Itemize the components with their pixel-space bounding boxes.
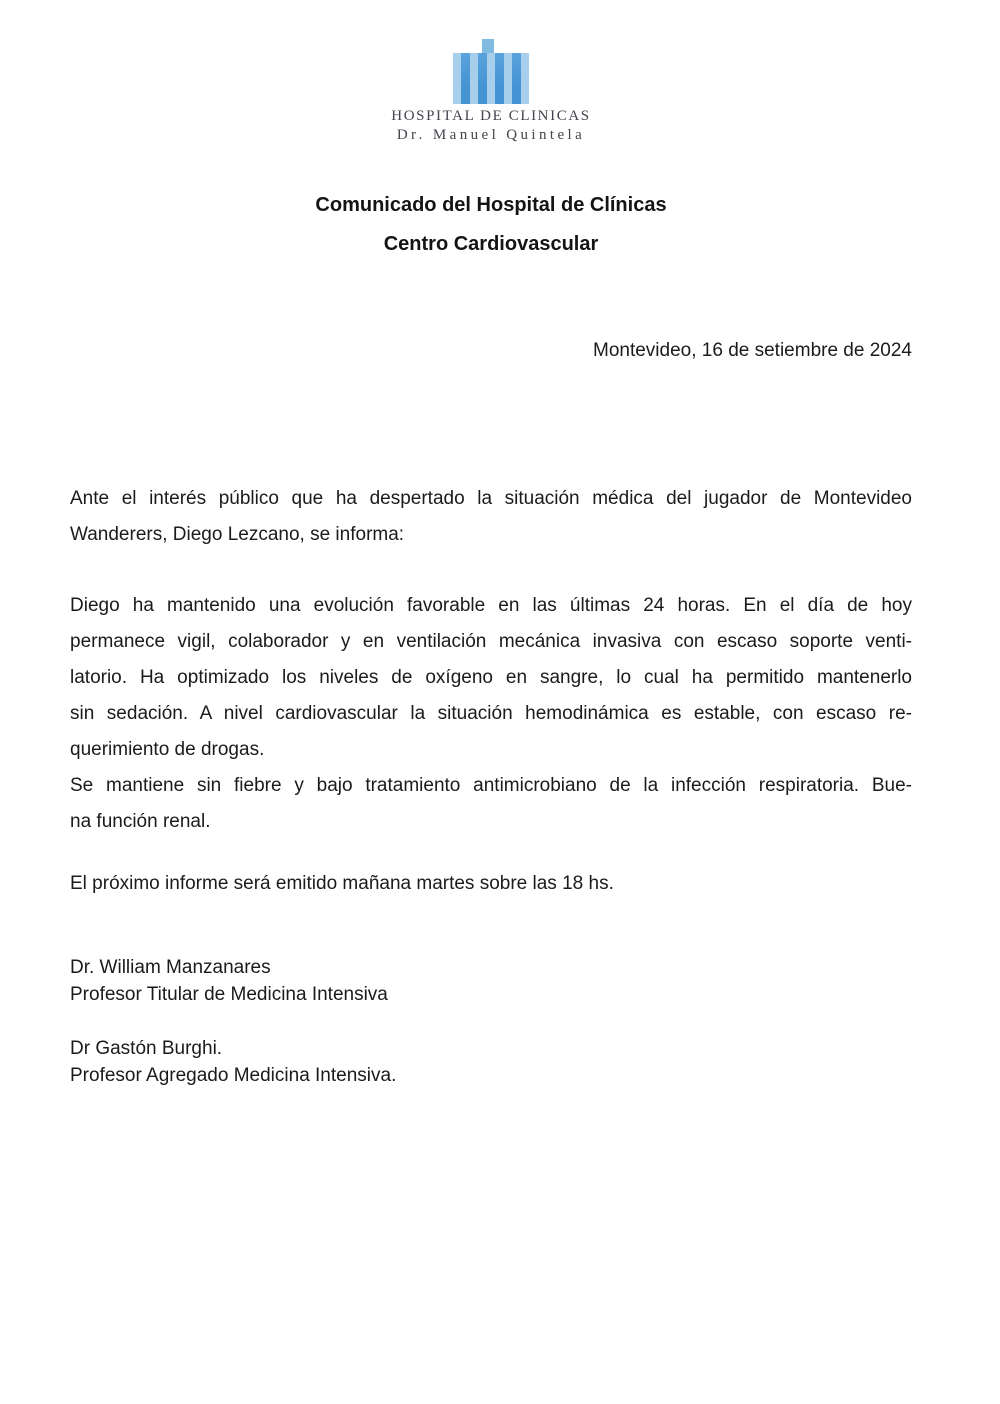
signature-block (70, 1035, 912, 1089)
logo-stripe (461, 53, 469, 104)
paragraph-intro (70, 481, 912, 553)
title-line-2: Centro Cardiovascular (383, 233, 599, 255)
logo-stripe (470, 53, 478, 104)
hospital-logo (70, 0, 912, 104)
logo-stripe (504, 53, 512, 104)
signatory-name: Dr Gastón Burghi. (70, 1038, 223, 1059)
body-line: sin sedación. A nivel cardiovascular la situación hemodinámica es estable, con escaso re- (70, 703, 912, 724)
logo-hospital-name: HOSPITAL DE CLINICAS (391, 108, 591, 124)
signatory-title: Profesor Titular de Medicina Intensiva (70, 984, 388, 1005)
logo-stripe (487, 53, 495, 104)
body-line: na función renal. (70, 811, 211, 832)
logo-doctor-name: Dr. Manuel Quintela (396, 127, 586, 143)
logo-tab-shape (482, 39, 494, 53)
paragraph-evolution (70, 588, 912, 768)
paragraph-fever (70, 768, 912, 840)
body-line: permanece vigil, colaborador y en ventilación mecánica invasiva con escaso soporte venti- (70, 631, 912, 652)
body-line: Diego ha mantenido una evolución favorable en las últimas 24 horas. En el día de hoy (70, 595, 912, 616)
body-line: latorio. Ha optimizado los niveles de oxígeno en sangre, lo cual ha permitido mantenerlo (70, 667, 912, 688)
dateline: Montevideo, 16 de setiembre de 2024 (593, 340, 912, 361)
body-line: Ante el interés público que ha despertado la situación médica del jugador de Montevideo (70, 488, 912, 509)
body-line: Wanderers, Diego Lezcano, se informa: (70, 524, 405, 545)
signature-block (70, 954, 912, 1008)
logo-stripe (478, 53, 486, 104)
signatures (70, 954, 912, 1089)
document-title (70, 186, 912, 264)
logo-stripe (453, 53, 461, 104)
letter-body (70, 481, 912, 902)
paragraph-next-report (70, 866, 912, 902)
logo-stripe (512, 53, 520, 104)
logo-stripe (521, 53, 529, 104)
logo-stripes-icon (453, 53, 529, 104)
title-line-1: Comunicado del Hospital de Clínicas (315, 194, 667, 216)
letterhead (70, 0, 912, 144)
body-line: El próximo informe será emitido mañana martes sobre las 18 hs. (70, 873, 614, 894)
body-line: querimiento de drogas. (70, 739, 265, 760)
logo-stripe (495, 53, 503, 104)
body-line: Se mantiene sin fiebre y bajo tratamiento antimicrobiano de la infección respiratoria. Bue- (70, 775, 912, 796)
signatory-name: Dr. William Manzanares (70, 957, 271, 978)
signatory-title: Profesor Agregado Medicina Intensiva. (70, 1065, 397, 1086)
